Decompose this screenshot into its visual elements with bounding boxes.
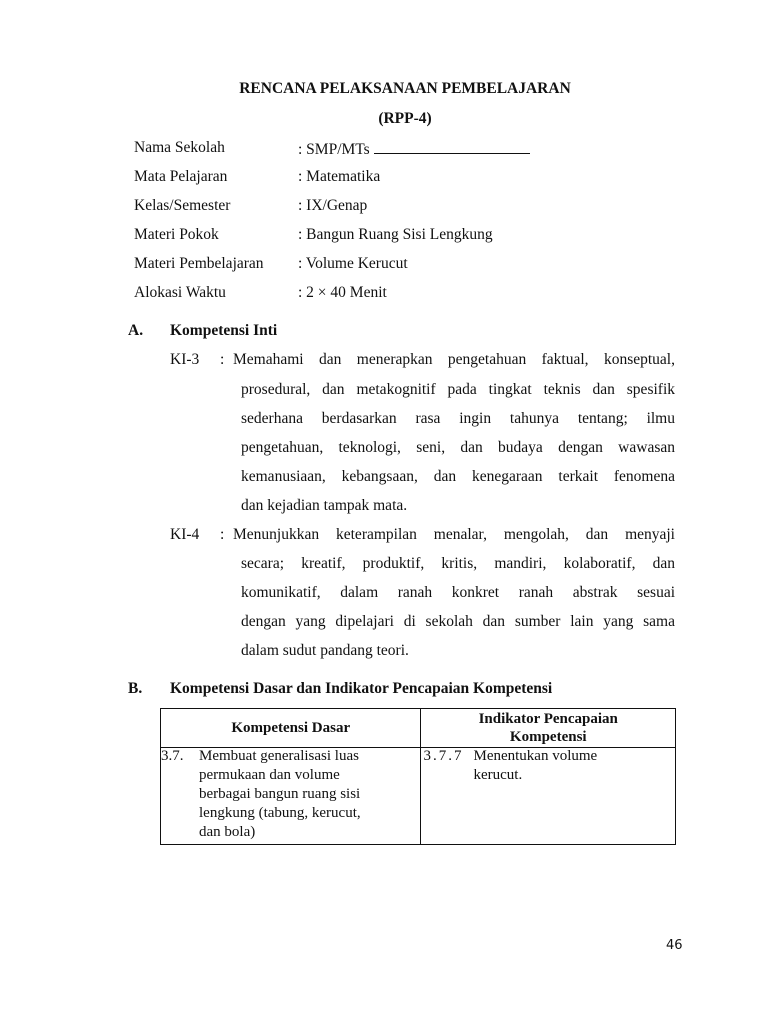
table-row: [161, 748, 676, 845]
ipk-line: kerucut.: [473, 767, 523, 783]
ki-4-line: secara; kreatif, produktif, kritis, mandiri, kolaboratif, dan: [241, 555, 675, 572]
table-header-row: [161, 709, 676, 748]
ki-3-line: dan kejadian tampak mata.: [241, 497, 408, 514]
identity-value: : SMP/MTs: [298, 139, 530, 159]
ki-3-label: KI-3: [170, 351, 200, 368]
identity-label: Materi Pembelajaran: [134, 255, 264, 272]
fill-in-blank-line: [374, 139, 530, 154]
ki-3-line: Memahami dan menerapkan pengetahuan faktual, konseptual,: [233, 351, 675, 368]
section-title: Kompetensi Inti: [170, 322, 278, 339]
document-subtitle: (RPP-4): [378, 110, 432, 127]
ki-3-line: sederhana berdasarkan rasa ingin tahunya tentang; ilmu: [241, 410, 675, 427]
identity-value: : Bangun Ruang Sisi Lengkung: [298, 226, 493, 243]
kd-line: lengkung (tabung, kerucut,: [199, 805, 361, 821]
ki-4-line: Menunjukkan keterampilan menalar, mengolah, dan menyaji: [233, 526, 675, 543]
section-title: Kompetensi Dasar dan Indikator Pencapaian Kompetensi: [170, 680, 553, 697]
ki-3-line: pengetahuan, teknologi, seni, dan budaya dengan wawasan: [241, 439, 675, 456]
identity-value: : IX/Genap: [298, 197, 368, 214]
ki-3-line: prosedural, dan metakognitif pada tingkat teknis dan spesifik: [241, 381, 675, 398]
page-number: 46: [666, 938, 683, 953]
kd-number: 3.7.: [161, 748, 184, 764]
ki-4-line: dalam sudut pandang teori.: [241, 642, 409, 659]
section-letter: A.: [128, 322, 144, 339]
ki-4-line: komunikatif, dalam ranah konkret ranah abstrak sesuai: [241, 584, 675, 601]
kd-line: berbagai bangun ruang sisi: [199, 786, 361, 802]
identity-value: : 2 × 40 Menit: [298, 284, 387, 301]
identity-value: : Matematika: [298, 168, 381, 185]
header-indikator-line1: Indikator Pencapaian: [478, 711, 618, 727]
section-letter: B.: [128, 680, 143, 697]
ki-colon: :: [220, 526, 225, 543]
kd-line: Membuat generalisasi luas: [199, 748, 359, 764]
identity-label: Materi Pokok: [134, 226, 219, 243]
kd-cell: [161, 748, 421, 845]
ipk-cell: [421, 748, 676, 845]
header-indikator: [421, 709, 676, 748]
header-indikator-line2: Kompetensi: [509, 729, 587, 745]
identity-label: Kelas/Semester: [134, 197, 231, 214]
kd-line: dan bola): [199, 824, 256, 840]
ki-4-label: KI-4: [170, 526, 200, 543]
kd-line: permukaan dan volume: [199, 767, 340, 783]
ipk-number: 3.7.7: [423, 748, 464, 764]
identity-value: : Volume Kerucut: [298, 255, 408, 272]
ki-4-line: dengan yang dipelajari di sekolah dan sumber lain yang sama: [241, 613, 675, 630]
ki-3-line: kemanusiaan, kebangsaan, dan kenegaraan terkait fenomena: [241, 468, 675, 485]
identity-label: Mata Pelajaran: [134, 168, 228, 185]
identity-label: Nama Sekolah: [134, 139, 225, 156]
competency-table: [160, 708, 676, 845]
ki-colon: :: [220, 351, 225, 368]
document-title: RENCANA PELAKSANAAN PEMBELAJARAN: [239, 80, 571, 97]
ipk-line: Menentukan volume: [473, 748, 598, 764]
header-kompetensi-dasar: Kompetensi Dasar: [161, 709, 421, 748]
identity-label: Alokasi Waktu: [134, 284, 226, 301]
